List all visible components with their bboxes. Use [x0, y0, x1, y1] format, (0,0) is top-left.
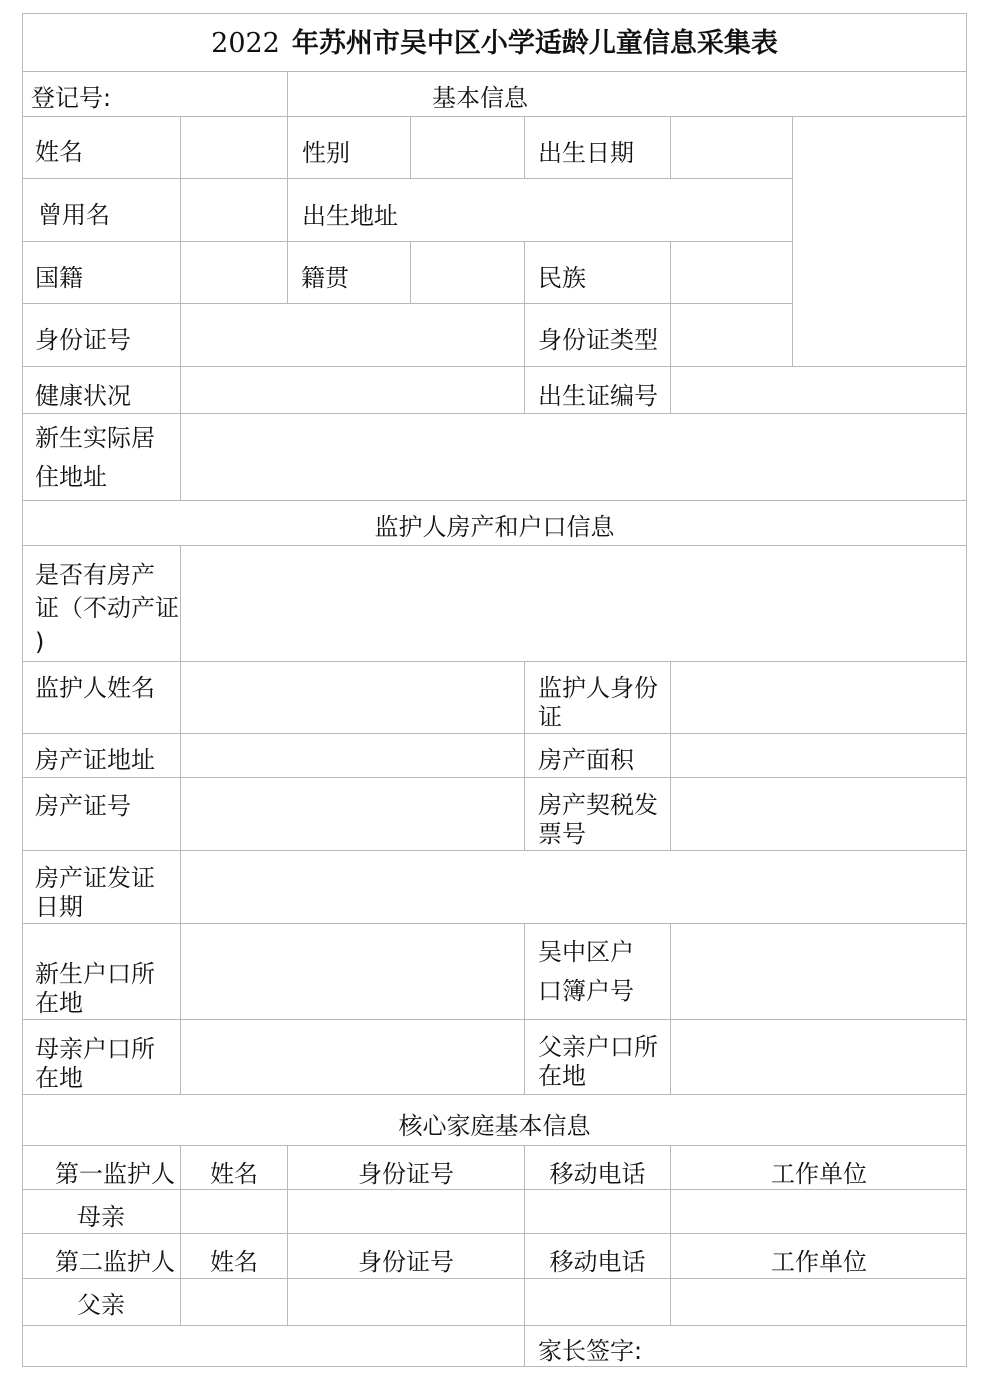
label-residence-line1: 新生实际居: [35, 424, 155, 452]
col-line: [670, 923, 671, 1094]
row-line: [22, 1233, 967, 1234]
col-work-1: 工作单位: [771, 1160, 867, 1188]
registration-label: 登记号:: [31, 84, 112, 112]
label-second-guardian: 第二监护人: [55, 1248, 175, 1276]
col-line: [287, 116, 288, 303]
label-issue-date-line1: 房产证发证: [35, 864, 155, 892]
label-mother-hukou-line2: 在地: [35, 1064, 83, 1092]
label-has-cert-line1: 是否有房产: [35, 561, 155, 589]
col-line: [670, 661, 671, 850]
label-nationality: 国籍: [35, 264, 83, 292]
col-line: [524, 116, 525, 178]
row-line: [22, 1325, 967, 1326]
col-line: [180, 545, 181, 1094]
label-birth-place: 出生地址: [302, 202, 398, 230]
col-id-1: 身份证号: [358, 1160, 454, 1188]
row-line: [22, 500, 967, 501]
info-collection-form: [22, 13, 967, 1367]
label-tax-line1: 房产契税发: [538, 791, 658, 819]
label-cert-no: 房产证号: [35, 792, 131, 820]
label-hukou-child-line1: 新生户口所: [35, 960, 155, 988]
form-title: [22, 27, 967, 61]
label-former-name: 曾用名: [38, 201, 110, 229]
border-left: [22, 13, 23, 1367]
label-cert-address: 房产证地址: [35, 746, 155, 774]
label-has-cert-line2: 证（不动产证: [35, 594, 179, 622]
label-ethnicity: 民族: [538, 264, 586, 292]
label-wuzhong-line1: 吴中区户: [538, 938, 634, 966]
label-hukou-child-line2: 在地: [35, 989, 83, 1017]
section-property: 监护人房产和户口信息: [374, 513, 615, 541]
row-line: [22, 545, 967, 546]
col-line: [287, 71, 288, 116]
label-mother: 母亲: [77, 1203, 125, 1231]
label-wuzhong-line2: 口簿户号: [538, 977, 634, 1005]
label-first-guardian: 第一监护人: [55, 1160, 175, 1188]
row-line: [22, 1189, 967, 1190]
border-top: [22, 13, 967, 14]
label-issue-date-line2: 日期: [35, 893, 83, 921]
col-work-2: 工作单位: [771, 1248, 867, 1276]
label-has-cert-line3: ): [35, 628, 45, 656]
label-guardian-id-line1: 监护人身份: [538, 674, 658, 702]
label-signature: 家长签字:: [538, 1337, 643, 1365]
label-health: 健康状况: [35, 382, 131, 410]
row-line: [22, 777, 967, 778]
label-name: 姓名: [35, 138, 83, 166]
row-line: [22, 413, 967, 414]
col-phone-2: 移动电话: [549, 1248, 646, 1276]
section-family: 核心家庭基本信息: [398, 1112, 591, 1140]
row-line: [22, 661, 967, 662]
col-line: [524, 923, 525, 1094]
border-bottom: [22, 1366, 967, 1367]
label-father-hukou-line1: 父亲户口所: [538, 1033, 658, 1061]
row-line: [22, 1278, 967, 1279]
title-text: 年苏州市吴中区小学适龄儿童信息采集表: [291, 28, 778, 59]
label-mother-hukou-line1: 母亲户口所: [35, 1035, 155, 1063]
label-native-place: 籍贯: [301, 264, 349, 292]
row-line: [22, 71, 967, 72]
row-line: [22, 366, 967, 367]
title-year: 2022: [211, 28, 280, 59]
col-line: [792, 116, 793, 366]
col-name-1: 姓名: [210, 1160, 258, 1188]
section-basic-info: 基本信息: [432, 84, 528, 112]
label-guardian-name: 监护人姓名: [35, 674, 155, 702]
label-birth-cert-no: 出生证编号: [538, 382, 658, 410]
row-line: [22, 850, 967, 851]
row-line: [22, 303, 793, 304]
label-area: 房产面积: [538, 746, 634, 774]
col-line: [524, 241, 525, 413]
label-guardian-id-line2: 证: [538, 703, 562, 731]
row-line: [22, 1145, 967, 1146]
col-id-2: 身份证号: [358, 1248, 454, 1276]
row-line: [22, 733, 967, 734]
col-name-2: 姓名: [210, 1248, 258, 1276]
row-line: [22, 178, 793, 179]
row-line: [22, 241, 793, 242]
label-tax-line2: 票号: [538, 820, 586, 848]
col-phone-1: 移动电话: [549, 1160, 646, 1188]
col-line: [410, 241, 411, 303]
label-gender: 性别: [302, 139, 350, 167]
col-line: [670, 241, 671, 413]
label-id-number: 身份证号: [35, 326, 131, 354]
row-line: [22, 1019, 967, 1020]
label-father: 父亲: [77, 1291, 125, 1319]
label-id-type: 身份证类型: [538, 326, 658, 354]
col-line: [670, 116, 671, 178]
row-line: [22, 923, 967, 924]
label-birth-date: 出生日期: [538, 139, 634, 167]
row-line: [22, 1094, 967, 1095]
col-line: [410, 116, 411, 178]
label-father-hukou-line2: 在地: [538, 1062, 586, 1090]
row-line: [22, 116, 967, 117]
col-line: [524, 661, 525, 850]
label-residence-line2: 住地址: [35, 463, 107, 491]
col-line: [180, 116, 181, 500]
